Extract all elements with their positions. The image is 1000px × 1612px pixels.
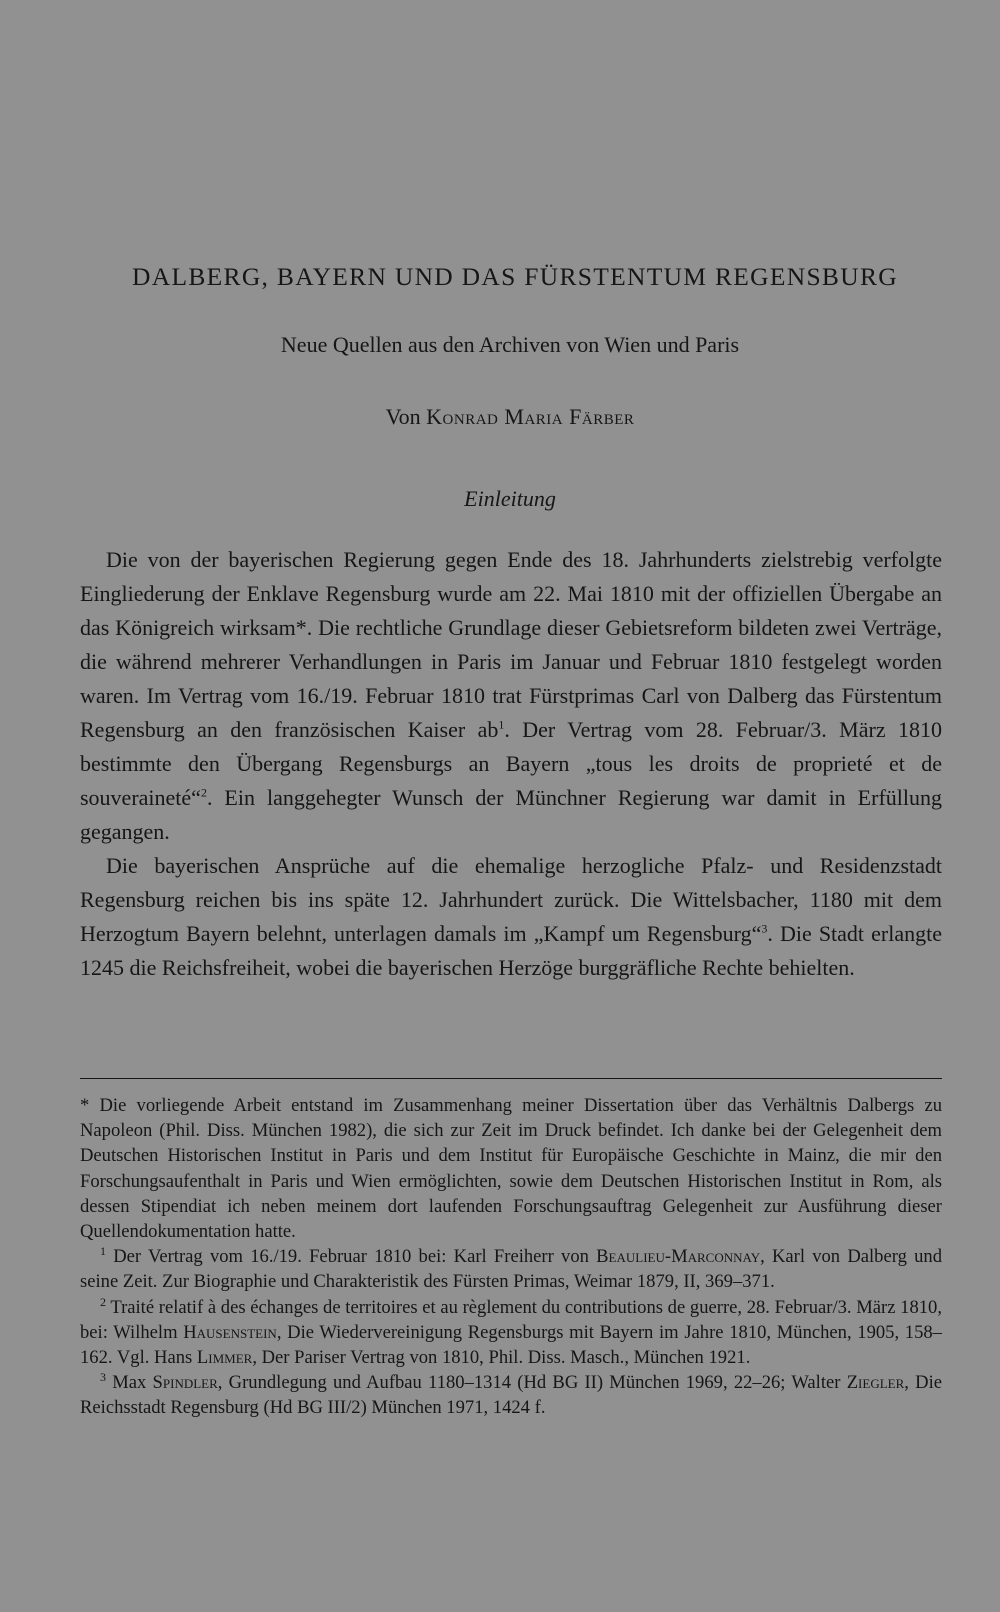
- cited-author: Limmer: [196, 1347, 253, 1369]
- footnote-mark: 2: [100, 1294, 106, 1309]
- body-paragraph: [80, 543, 942, 849]
- paragraph-text: Die bayerischen Ansprüche auf die ehemalige herzogliche Pfalz- und Residenzstadt Regensburg reichen bis ins späte 12. Jahrhundert zurück. Die Wittelsbacher, 1180 mit dem Herzogtum Bayern belehnt, unterlagen damals im „Kampf um Regensburg“: [80, 853, 942, 946]
- cited-author: Beaulieu-Marconnay: [596, 1246, 761, 1268]
- footnote-text: , Die Reichsstadt Regensburg (Hd BG III/2) München 1971, 1424 f.: [80, 1372, 942, 1419]
- footnote-text: , Der Pariser Vertrag von 1810, Phil. Diss. Masch., München 1921.: [252, 1347, 751, 1369]
- byline: [40, 404, 980, 430]
- byline-prefix: Von: [385, 404, 427, 429]
- footnote-divider: [80, 1078, 942, 1079]
- section-heading: Einleitung: [464, 486, 556, 511]
- footnote-text: , Die Wiedervereinigung Regensburgs mit Bayern im Jahre 1810, München, 1905, 158–162. Vgl. Hans: [80, 1321, 942, 1369]
- footnote-mark: *: [80, 1095, 90, 1116]
- footnote-text: Max: [112, 1372, 153, 1394]
- paragraph-text: . Die rechtliche Grundlage dieser Gebietsreform bildeten zwei Verträge, die während mehrerer Verhandlungen in Paris im Januar und Februar 1810 festgelegt worden waren. Im Vertrag vom 16./19. Februar 1810 trat Fürstprimas Carl von Dalberg das Fürstentum Regensburg an den französischen Kaiser ab: [80, 615, 943, 742]
- paragraph-text: . Der Vertrag vom 28. Februar/3. März 1810 bestimmte den Übergang Regensburgs an Bayern „tous les droits de proprieté et de souveraineté“: [80, 717, 942, 810]
- footnote-ref: 2: [200, 785, 207, 800]
- paragraph-text: Die von der bayerischen Regierung gegen Ende des 18. Jahrhunderts zielstrebig verfolgte Eingliederung der Enklave Regensburg wurde am 22. Mai 1810 mit der offiziellen Übergabe an das Königreich wirksam: [80, 547, 942, 640]
- footnotes: [80, 1093, 942, 1421]
- footnote-text: Der Vertrag vom 16./19. Februar 1810 bei: Karl Freiherr von: [113, 1246, 597, 1268]
- footnote-mark: 1: [100, 1244, 106, 1259]
- footnote-text: Die vorliegende Arbeit entstand im Zusammenhang meiner Dissertation über das Verhältnis Dalbergs zu Napoleon (Phil. Diss. München 1982), die sich zur Zeit im Druck befindet. Ich danke bei der Gelegenheit dem Deutschen Historischen Institut in Paris und dem Institut für Europäische Geschichte in Mainz, die mir den Forschungsaufenthalt in Paris und Wien ermöglichten, sowie dem Deutschen Historischen Institut in Rom, als dessen Stipendiat ich neben meinem dort laufenden Forschungsauftrag Gelegenheit zur Ausführung dieser Quellendokumentation hatte.: [80, 1095, 942, 1243]
- cited-author: Hausenstein: [183, 1321, 277, 1343]
- paragraph-text: . Ein langgehegter Wunsch der Münchner Regierung war damit in Erfüllung gegangen.: [80, 785, 942, 844]
- author-name: Konrad Maria Färber: [426, 404, 635, 429]
- footnote: [80, 1370, 942, 1420]
- cited-author: Ziegler: [846, 1372, 905, 1394]
- paragraph-text: . Die Stadt erlangte 1245 die Reichsfreiheit, wobei die bayerischen Herzöge burggräfliche Rechte behielten.: [80, 921, 942, 980]
- footnote-marker: *: [295, 615, 307, 640]
- footnote-text: , Grundlegung und Aufbau 1180–1314 (Hd BG II) München 1969, 22–26; Walter: [217, 1372, 847, 1394]
- article-subtitle: Neue Quellen aus den Archiven von Wien und Paris: [280, 332, 740, 357]
- body-text: [80, 543, 942, 985]
- footnote-ref: 1: [498, 717, 505, 732]
- footnote-mark: 3: [100, 1370, 106, 1385]
- footnote-text: Traité relatif à des échanges de territoires et au règlement du contributions de guerre, 28. Februar/3. März 1810, bei: Wilhelm: [80, 1296, 943, 1343]
- article-title: DALBERG, BAYERN UND DAS FÜRSTENTUM REGENSBURG: [132, 262, 898, 291]
- body-paragraph: [80, 849, 942, 985]
- cited-author: Spindler: [152, 1372, 218, 1394]
- footnote: [80, 1093, 942, 1244]
- footnote-ref: 3: [761, 921, 768, 936]
- footnote: [80, 1295, 942, 1371]
- footnote-text: , Karl von Dalberg und seine Zeit. Zur Biographie und Charakteristik des Fürsten Primas, Weimar 1879, II, 369–371.: [80, 1246, 942, 1293]
- footnote: [80, 1244, 942, 1294]
